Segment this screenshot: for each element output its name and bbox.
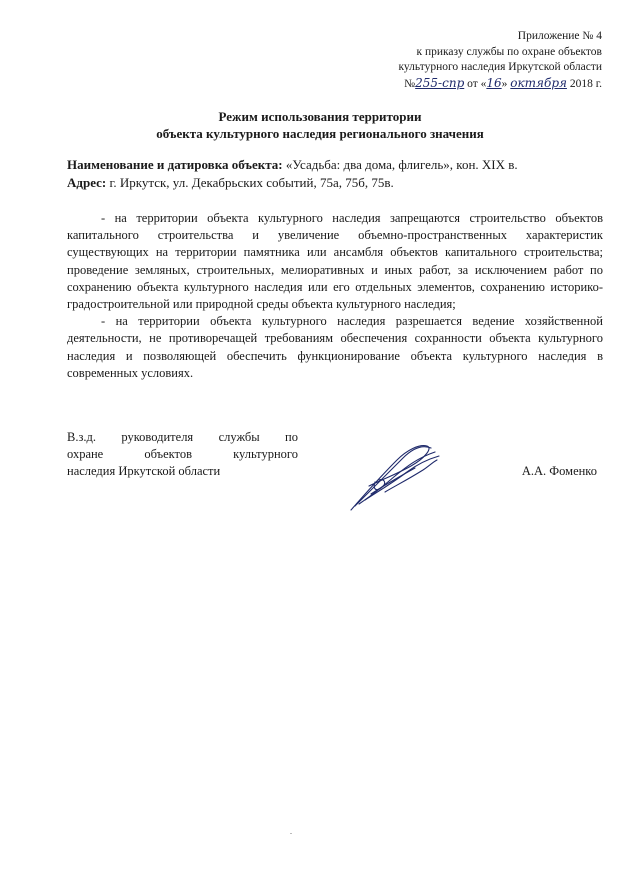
handwritten-signature [345,436,445,516]
document-title [0,108,640,142]
scan-speck [290,833,292,834]
object-address-value: г. Иркутск, ул. Декабрьских событий, 75а, 75б, 75в. [109,174,394,190]
object-name-value: «Усадьба: два дома, флигель», кон. XIX в. [285,157,518,172]
document-title-line-2: объекта культурного наследия регионального значения [156,126,484,141]
order-date-quote: » [501,77,508,90]
object-name-label: Наименование и датировка объекта: [67,157,283,172]
document-title-line-1: Режим использования территории [218,109,422,124]
regime-prohibitions-paragraph: - на территории объекта культурного наследия запрещаются строительство объектов капитального строительства и увеличение объемно-пространственных характеристик существующих на территории памятника или ансамбля объектов капитального строительства; проведение земляных, строительных, мелиоративных и иных работ, за исключением работ по сохранению объекта культурного наследия или его отдельных элементов, сохранению историко-градостроительной или природной среды объекта культурного наследия; [67,211,603,312]
appendix-number-date-line [302,76,602,93]
signer-position-line-3: наследия Иркутской области [67,464,221,478]
order-date-month-handwritten: октября [510,75,567,90]
signer-position [67,429,298,480]
appendix-authority-line: культурного наследия Иркутской области [398,61,602,73]
object-name-row [67,156,607,174]
signer-position-line-2: охране объектов культурного [67,447,298,461]
order-number-prefix: № [404,77,416,90]
object-address-label: Адрес: [67,174,107,190]
order-date-from: от « [467,77,487,90]
regime-text [67,210,603,382]
signer-name: А.А. Фоменко [521,464,597,478]
appendix-title: Приложение № 4 [517,30,602,42]
appendix-header [302,29,602,92]
signer-position-line-1: В.з.д. руководителя службы по [67,430,298,444]
order-date-year: 2018 г. [569,77,602,90]
object-info [67,156,607,191]
appendix-order-line: к приказу службы по охране объектов [416,45,602,58]
order-number-handwritten: 255-спр [415,75,465,90]
object-address-row [67,174,607,192]
order-date-day-handwritten: 16 [486,75,502,90]
regime-permissions-paragraph: - на территории объекта культурного наследия разрешается ведение хозяйственной деятельности, не противоречащей требованиям обеспечения сохранности объекта культурного наследия и позволяющей обеспечить функционирование объекта культурного наследия в современных условиях. [67,314,603,380]
